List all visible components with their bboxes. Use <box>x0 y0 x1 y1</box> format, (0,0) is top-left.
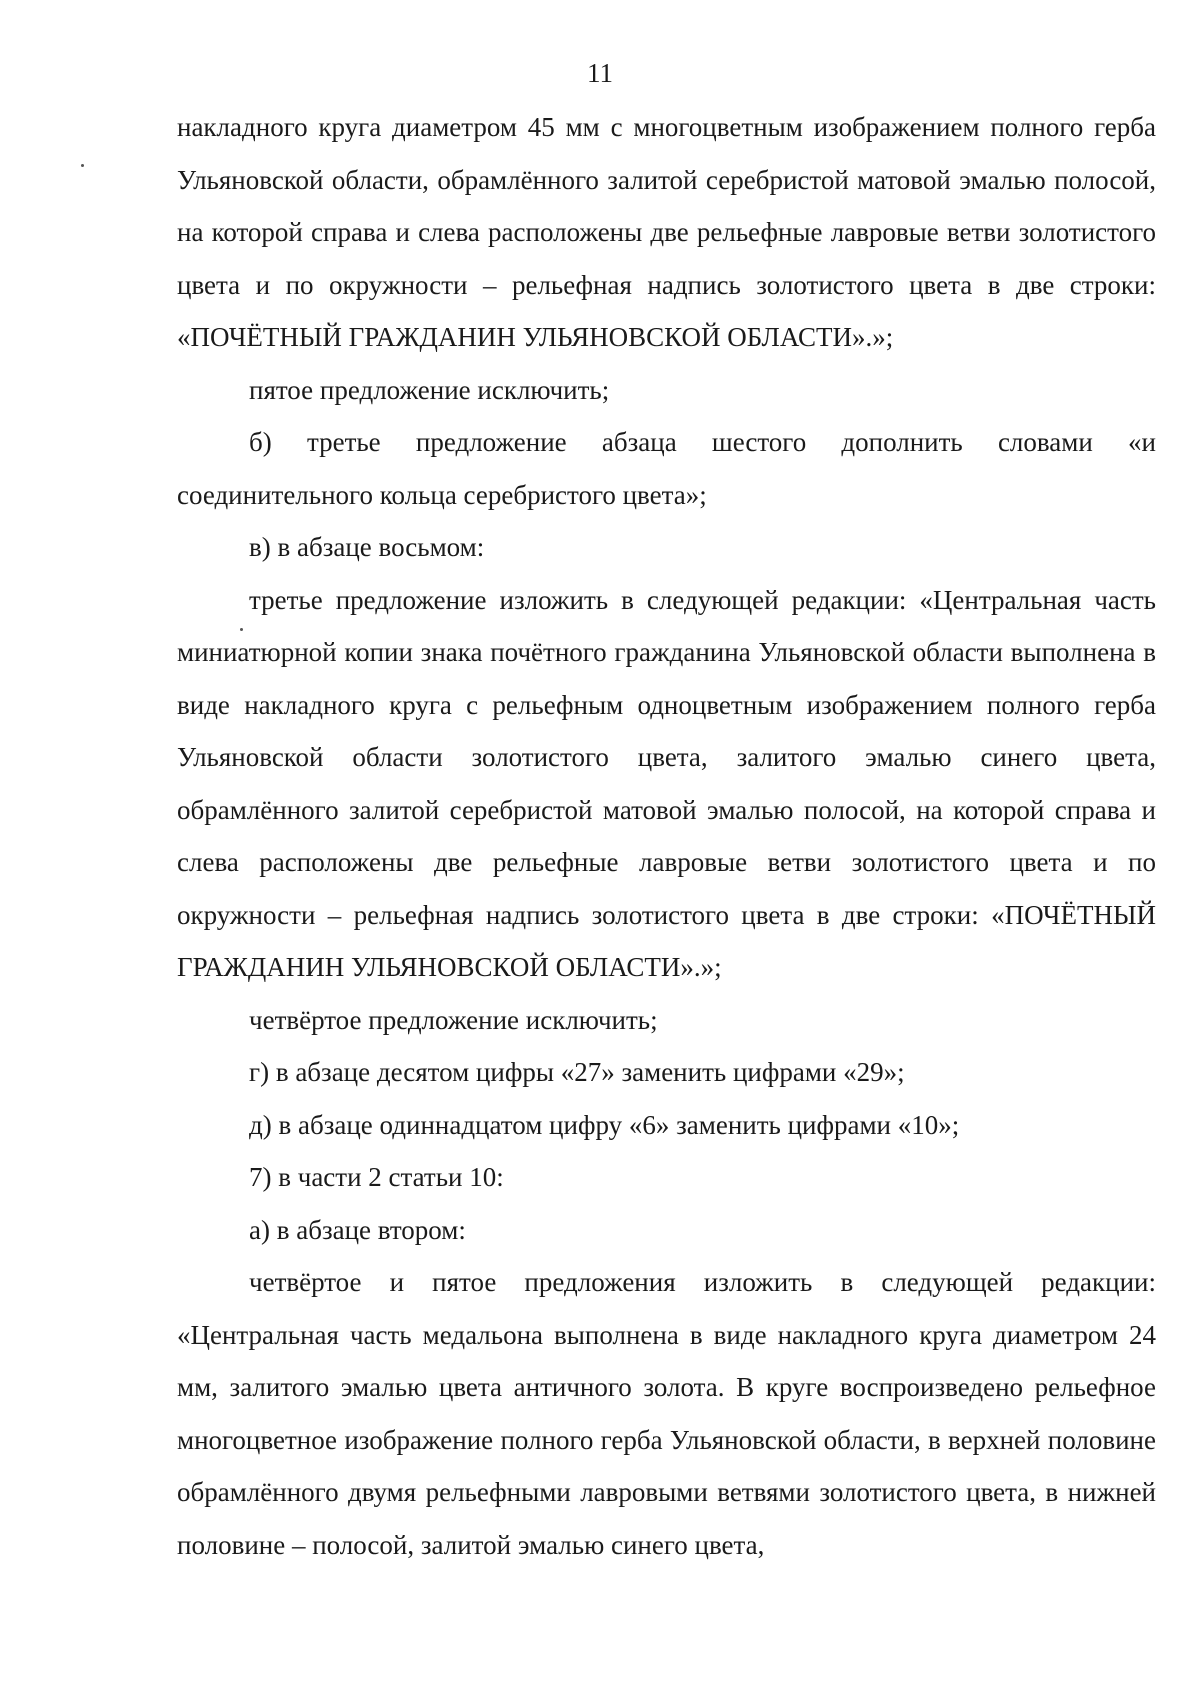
scan-speck <box>81 164 84 167</box>
paragraph: д) в абзаце одиннадцатом цифру «6» заменить цифрами «10»; <box>249 1109 960 1140</box>
paragraph: накладного круга диаметром 45 мм с многоцветным изображением полного герба Ульяновской области, обрамлённого залитой серебристой матовой эмалью полосой, на которой справа и слева расположены две рельефные лавровые ветви золотистого цвета и по окружности – рельефная надпись золотистого цвета в две строки: «ПОЧЁТНЫЙ ГРАЖДАНИН УЛЬЯНОВСКОЙ ОБЛАСТИ».»; <box>177 112 1156 352</box>
paragraph: б) третье предложение абзаца шестого дополнить словами «и соединительного кольца серебристого цвета»; <box>177 427 1156 510</box>
paragraph: третье предложение изложить в следующей редакции: «Центральная часть миниатюрной копии знака почётного гражданина Ульяновской области выполнена в виде накладного круга с рельефным одноцветным изображением полного герба Ульяновской области золотистого цвета, залитого эмалью синего цвета, обрамлённого залитой серебристой матовой эмалью полосой, на которой справа и слева расположены две рельефные лавровые ветви золотистого цвета и по окружности – рельефная надпись золотистого цвета в две строки: «ПОЧЁТНЫЙ ГРАЖДАНИН УЛЬЯНОВСКОЙ ОБЛАСТИ».»; <box>177 584 1156 982</box>
document-body <box>177 101 1156 1571</box>
paragraph: пятое предложение исключить; <box>249 374 610 405</box>
paragraph: г) в абзаце десятом цифры «27» заменить цифрами «29»; <box>249 1057 905 1087</box>
paragraph: в) в абзаце восьмом: <box>249 532 485 562</box>
page-number: 11 <box>587 58 613 88</box>
paragraph: 7) в части 2 статьи 10: <box>249 1162 504 1192</box>
paragraph: а) в абзаце втором: <box>249 1214 466 1245</box>
paragraph: четвёртое и пятое предложения изложить в следующей редакции: «Центральная часть медальона выполнена в виде накладного круга диаметром 24 мм, залитого эмалью цвета античного золота. В круге воспроизведено рельефное многоцветное изображение полного герба Ульяновской области, в верхней половине обрамлённого двумя рельефными лавровыми ветвями золотистого цвета, в нижней половине – полосой, залитой эмалью синего цвета, <box>177 1267 1156 1560</box>
paragraph: четвёртое предложение исключить; <box>249 1004 658 1035</box>
